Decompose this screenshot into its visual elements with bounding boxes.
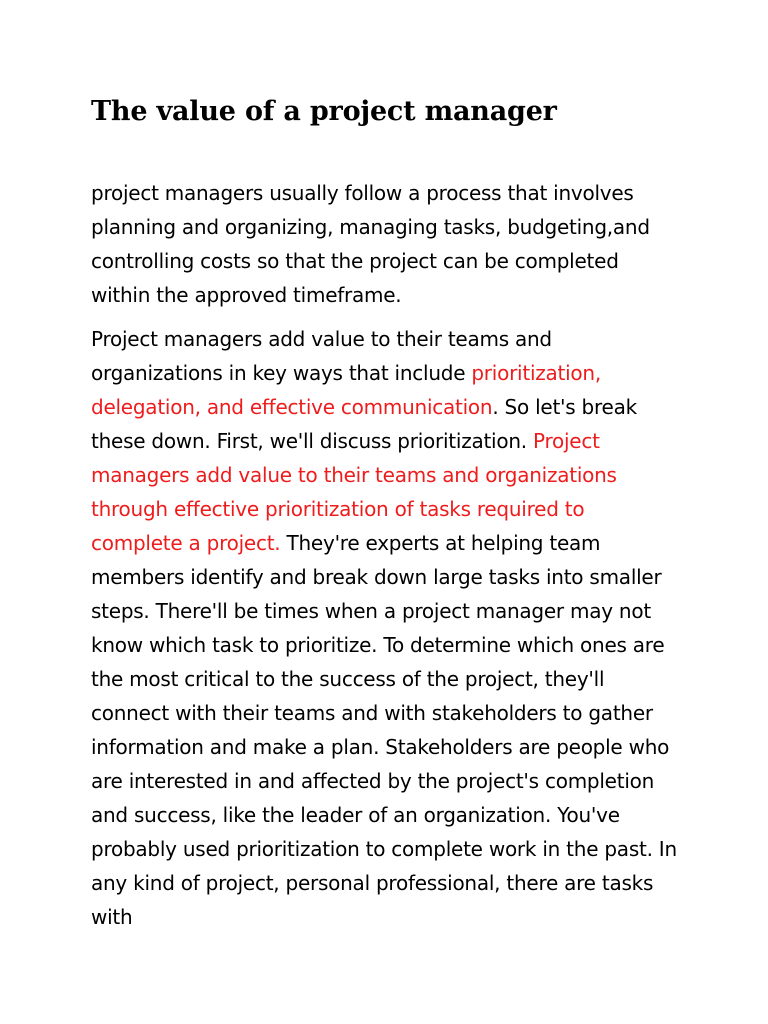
highlighted-text: prioritization, delegation, and effective communication [91,361,601,419]
intro-paragraph: project managers usually follow a process that involves planning and organizing, managing tasks, budgeting,and controlling costs so that the project can be completed within the approved timeframe. [91,181,650,307]
paragraph-text: . So let's break these down. First, we'll discuss prioritization. [91,395,637,453]
value-paragraph [91,322,681,934]
page-title: The value of a project manager [91,96,557,127]
paragraph-text: They're experts at helping team members identify and break down large tasks into smaller steps. There'll be times when a project manager may not know which task to prioritize. To determine which ones are the most critical to the success of the project, they'll connect with their teams and with stakeholders to gather information and make a plan. Stakeholders are people who are interested in and affected by the project's completion and success, like the leader of an organization. You've probably used prioritization to complete work in the past. In any kind of project, personal professional, there are tasks with [91,531,677,929]
document-page [91,92,681,934]
highlighted-text: Project managers add value to their teams and organizations through effective prioritization of tasks required to complete a project. [91,429,617,555]
paragraph-text: Project managers add value to their teams and organizations in key ways that include [91,327,552,385]
